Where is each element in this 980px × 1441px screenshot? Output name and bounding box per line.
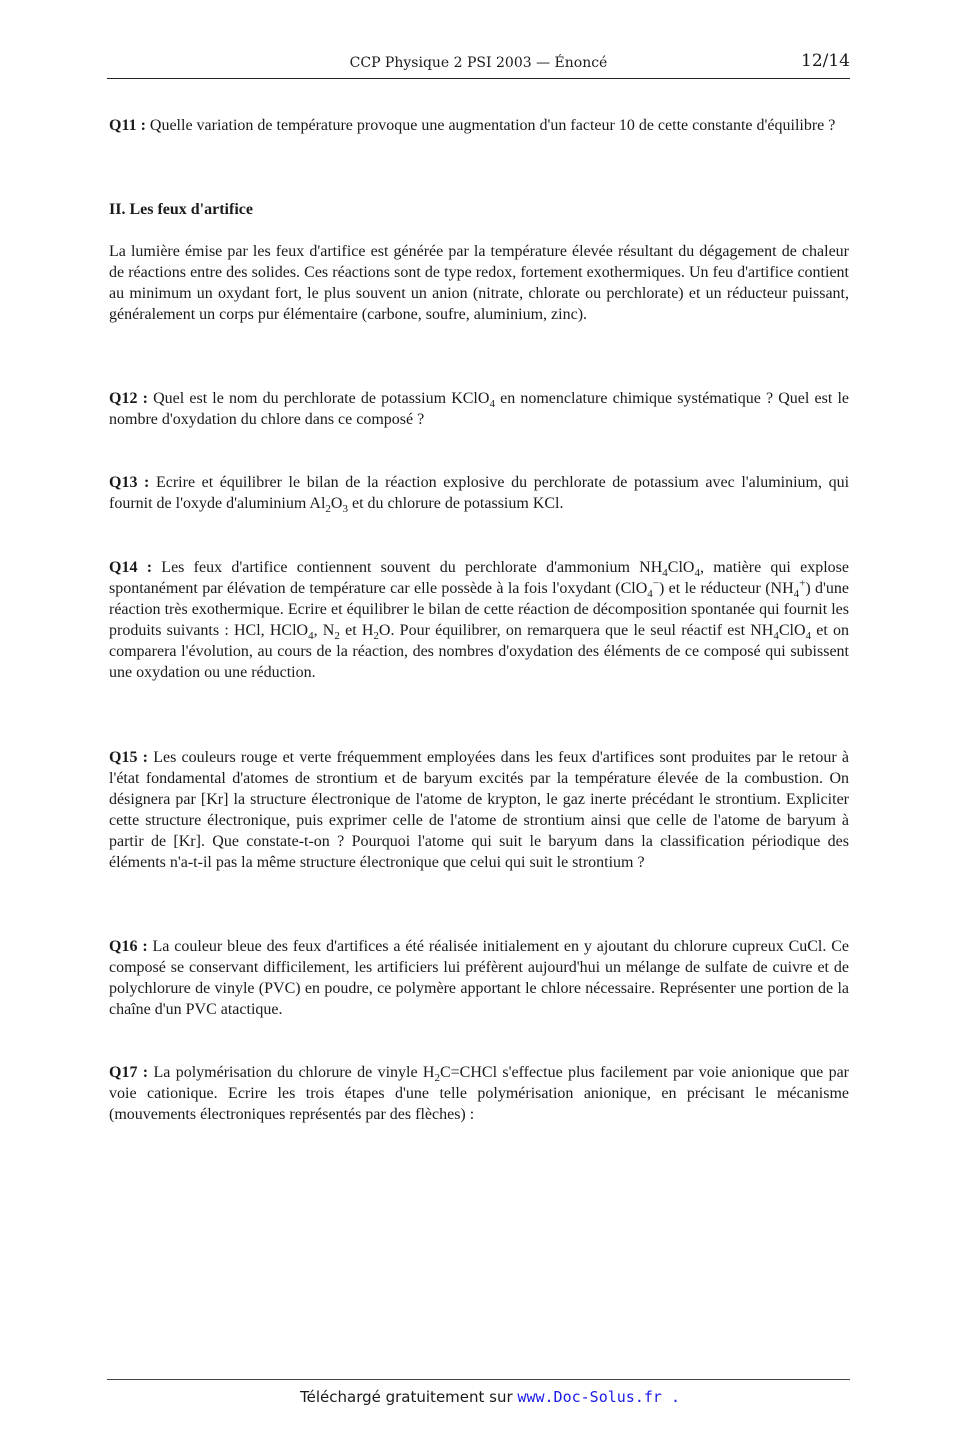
footer-link[interactable]: www.Doc-Solus.fr <box>517 1388 662 1406</box>
question-text: La couleur bleue des feux d'artifices a été réalisée initialement en y ajoutant du chlorure cupreux CuCl. Ce composé se conservant difficilement, les artificiers lui préfèrent aujourd'hui un mélange de sulfate de cuivre et de polychlorure de vinyle (PVC) en poudre, ce polymère apportant le chlore nécessaire. Représenter une portion de la chaîne d'un PVC atactique. <box>109 938 850 1018</box>
question-text: ClO <box>778 622 806 639</box>
subscript: 4 <box>489 398 495 411</box>
question-text: Ecrire et équilibrer le bilan de la réaction explosive du perchlorate de potassium avec l'aluminium, qui fournit de l'oxyde d'aluminium Al <box>109 474 850 512</box>
question-16 <box>109 936 849 1020</box>
subscript: 4 <box>694 567 700 580</box>
question-label: Q12 : <box>109 390 148 407</box>
question-text: La polymérisation du chlorure de vinyle H <box>153 1064 435 1081</box>
question-text: et H <box>339 622 374 639</box>
subscript: 4 <box>805 630 812 643</box>
intro-paragraph: La lumière émise par les feux d'artifice est générée par la température élevée résultant du dégagement de chaleur de réactions entre des solides. Ces réactions sont de type redox, fortement exothermiques. Un feu d'artifice contient au minimum un oxydant fort, le plus souvent un anion (nitrate, chlorate ou perchlorate) et un réducteur puissant, généralement un corps pur élémentaire (carbone, soufre, aluminium, zinc). <box>109 243 849 323</box>
question-text: Quel est le nom du perchlorate de potassium KClO <box>153 390 490 407</box>
question-14 <box>109 557 849 683</box>
section-intro <box>109 241 849 325</box>
question-label: Q14 : <box>109 559 153 576</box>
question-17 <box>109 1062 849 1125</box>
page-number: 12/14 <box>801 51 850 71</box>
subscript: 4 <box>662 567 668 580</box>
question-text: Les feux d'artifice contiennent souvent du perchlorate d'ammonium NH <box>161 559 663 576</box>
subscript: 2 <box>334 630 340 643</box>
question-text: , N <box>313 622 335 639</box>
question-text: ClO <box>667 559 695 576</box>
superscript: − <box>652 577 660 590</box>
question-13 <box>109 472 849 514</box>
footer-text: Téléchargé gratuitement sur <box>300 1388 518 1406</box>
subscript: 4 <box>773 630 779 643</box>
section-heading <box>109 199 849 220</box>
footer-end: . <box>661 1388 680 1406</box>
subscript: 3 <box>342 503 348 516</box>
question-text: ) et le réducteur (NH <box>659 580 794 597</box>
question-text: et on comparera l'évolution, au cours de la réaction, des nombres d'oxydation des éléments de ce composé qui subissent une oxydation ou une réduction. <box>109 622 850 681</box>
superscript: + <box>799 577 806 590</box>
question-12 <box>109 388 849 430</box>
subscript: 4 <box>308 630 314 643</box>
subscript: 2 <box>373 630 379 643</box>
question-text: ) d'une réaction très exothermique. Ecrire et équilibrer le bilan de cette réaction de décomposition spontanée qui fournit les produits suivants : HCl, HClO <box>109 580 850 639</box>
question-text: en nomenclature chimique systématique ? Quel est le nombre d'oxydation du chlore dans ce composé ? <box>109 390 849 428</box>
question-label: Q13 : <box>109 474 150 491</box>
header-title: CCP Physique 2 PSI 2003 — Énoncé <box>349 55 608 71</box>
subscript: 4 <box>793 588 800 601</box>
question-text: Quelle variation de température provoque une augmentation d'un facteur 10 de cette constante d'équilibre ? <box>149 117 836 134</box>
question-text: , matière qui explose spontanément par élévation de température car elle possède à la fois l'oxydant (ClO <box>109 559 850 597</box>
page-footer <box>0 1388 980 1406</box>
question-label: Q16 : <box>109 938 148 955</box>
section-title: II. Les feux d'artifice <box>109 201 253 218</box>
page-header <box>107 51 850 79</box>
question-text: Les couleurs rouge et verte fréquemment employées dans les feux d'artifices sont produites par le retour à l'état fondamental d'atomes de strontium et de baryum excités par la température élevée de la combustion. On désignera par [Kr] la structure électronique de l'atome de krypton, le gaz inerte précédant le strontium. Expliciter cette structure électronique, puis exprimer celle de l'atome de strontium ainsi que celle de l'atome de baryum à partir de [Kr]. Que constate-t-on ? Pourquoi l'atome qui suit le baryum dans la classification périodique des éléments n'a-t-il pas la même structure électronique que celui qui suit le strontium ? <box>109 749 849 871</box>
question-label: Q11 : <box>109 117 146 134</box>
question-text: O <box>330 495 343 512</box>
subscript: 2 <box>434 1072 440 1085</box>
footer-divider <box>107 1379 850 1380</box>
subscript: 4 <box>647 588 653 601</box>
subscript: 2 <box>325 503 331 516</box>
question-15 <box>109 747 849 873</box>
question-label: Q15 : <box>109 749 148 766</box>
question-label: Q17 : <box>109 1064 149 1081</box>
question-11 <box>109 115 849 136</box>
question-text: C=CHCl s'effectue plus facilement par voie anionique que par voie cationique. Ecrire les trois étapes d'une telle polymérisation anionique, en précisant le mécanisme (mouvements électroniques représentés par des flèches) : <box>109 1064 849 1123</box>
question-text: O. Pour équilibrer, on remarquera que le seul réactif est NH <box>378 622 774 639</box>
question-text: et du chlorure de potassium KCl. <box>347 495 564 512</box>
